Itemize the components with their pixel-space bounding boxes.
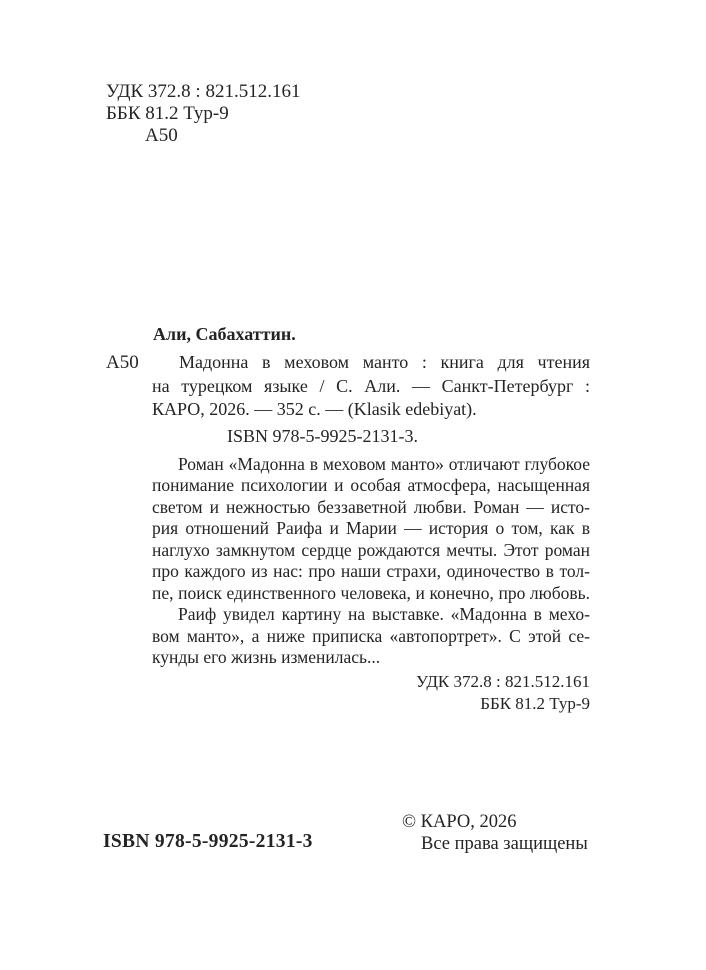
annotation-line: рия отношений Раифа и Марии — история о том, как в [152, 518, 590, 539]
classification-codes-bottom [152, 671, 590, 716]
annotation-line: вом манто», а ниже приписка «автопортрет». С этой се- [152, 625, 590, 646]
annotation-text [152, 454, 590, 669]
bbk-code-top: ББК 81.2 Тур-9 [106, 103, 229, 124]
author-heading: Али, Сабахаттин. [153, 324, 296, 344]
biblio-line: на турецком языке / С. Али. — Санкт-Петербург : [152, 375, 590, 396]
annotation-line: про каждого из нас: про наши страхи, одиночество в тол- [152, 561, 590, 582]
bibliographic-description [152, 351, 590, 448]
isbn-bottom: ISBN 978-5-9925-2131-3 [103, 831, 313, 852]
classification-codes-top [106, 81, 300, 147]
biblio-line: Мадонна в меховом манто : книга для чтения [179, 352, 590, 372]
author-mark-entry: А50 [106, 352, 139, 373]
udk-code-bottom: УДК 372.8 : 821.512.161 [416, 672, 590, 691]
annotation-line: светом и нежностью беззаветной любви. Роман — исто- [152, 496, 590, 517]
copyright-line: © КАРО, 2026 [402, 812, 517, 832]
annotation-line: пе, поиск единственного человека, и конечно, про любовь. [152, 582, 590, 603]
udk-code-top: УДК 372.8 : 821.512.161 [106, 81, 301, 102]
bbk-code-bottom: ББК 81.2 Тур-9 [480, 694, 590, 714]
annotation-line: понимание психологии и особая атмосфера, насыщенная [152, 475, 590, 496]
isbn-line: ISBN 978-5-9925-2131-3. [227, 425, 418, 446]
bibliographic-entry [106, 351, 590, 448]
author-mark-top: А50 [145, 125, 178, 146]
annotation-line: Раиф увидел картину на выставке. «Мадонна в мехо- [178, 604, 590, 625]
rights-reserved-line: Все права защищены [421, 834, 588, 854]
annotation-line: наглухо замкнутом сердце рождаются мечты. Этот роман [152, 539, 590, 560]
annotation-line: кунды его жизнь изменилась... [152, 647, 381, 668]
biblio-line: КАРО, 2026. — 352 с. — (Klasik edebiyat). [152, 399, 477, 419]
annotation-line: Роман «Мадонна в меховом манто» отличают глубокое [178, 454, 590, 474]
